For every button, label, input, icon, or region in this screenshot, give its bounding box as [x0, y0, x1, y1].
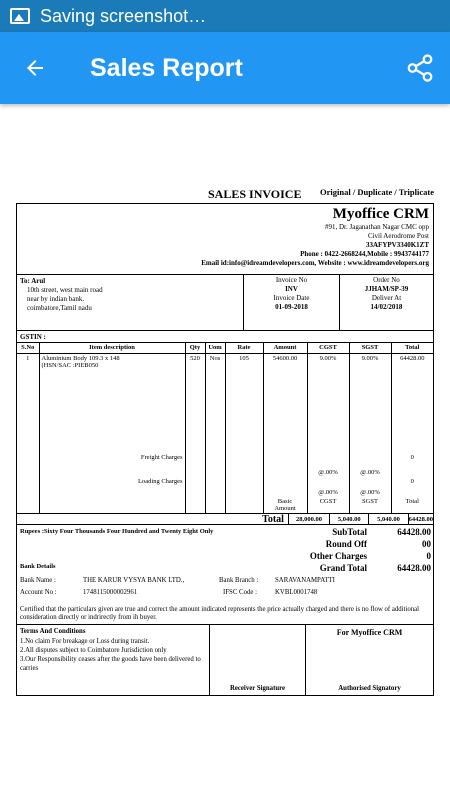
ifsc-code: KVBL0001748: [275, 589, 318, 596]
invoice-title: SALES INVOICE: [208, 187, 302, 201]
term-2: 2.All disputes subject to Coimbatore Jurisdiction only: [20, 647, 167, 654]
order-no: JJHAM/SP-39: [364, 285, 409, 293]
invoice-no: INV: [285, 285, 298, 293]
bank-branch: SARAVANAMPATTI: [275, 577, 335, 584]
status-bar: [0, 0, 450, 32]
item-rate: 105: [225, 353, 263, 453]
item-uom: Nos: [205, 353, 225, 453]
bank-name: THE KARUR VYSYA BANK LTD.,: [83, 577, 185, 584]
item-cgst: 9.00%: [307, 353, 349, 453]
col-amount: Amount: [263, 343, 307, 353]
item-description: [39, 353, 185, 453]
item-qty: 520: [185, 353, 205, 453]
account-no-label: Account No :: [20, 589, 57, 596]
loading-sgst: @.00%: [349, 477, 391, 497]
col-uom: Uom: [205, 343, 225, 353]
item-sgst: 9.00%: [349, 353, 391, 453]
customer-name: To: Arul: [20, 277, 46, 285]
bank-name-label: Bank Name :: [20, 577, 56, 584]
share-icon: [405, 53, 435, 83]
total-sgst: 5,040.00: [368, 514, 407, 524]
total-label: Total: [262, 514, 284, 525]
app-bar: [0, 32, 450, 104]
invoice-info: [243, 275, 339, 330]
freight-row: [17, 453, 433, 477]
page-title: Sales Report: [90, 53, 243, 82]
breakup-basic-amount: [263, 497, 307, 513]
invoice-document: [16, 185, 434, 696]
item-amount: 54600.00: [263, 353, 307, 453]
receiver-signature-block: [209, 625, 305, 695]
freight-sgst: @.00%: [349, 453, 391, 477]
bank-details-heading: Bank Details: [20, 563, 56, 570]
roundoff-value: 00: [422, 539, 431, 549]
items-table: [17, 343, 433, 513]
subtotal-label: SubTotal: [332, 527, 367, 537]
company-address-2: Civil Aerodrome Post: [367, 232, 429, 240]
customer-address-2: near by indian bank.: [27, 295, 85, 303]
items-header-row: [17, 343, 433, 353]
company-gstin: 33AFYPV3340K1ZT: [366, 241, 429, 249]
freight-cgst: @.00%: [307, 453, 349, 477]
terms-heading: Terms And Conditions: [20, 628, 86, 635]
company-address-1: #91, Dr. Jaganathan Nagar CMC opp: [324, 223, 429, 231]
col-rate: Rate: [225, 343, 263, 353]
company-phone: Phone : 0422-2668244,Mobile : 9943744177: [300, 250, 429, 258]
invoice-box: [16, 203, 434, 696]
term-1: 1.No claim For breakage or Loss during transit.: [20, 638, 150, 645]
certification-text: Certified that the particulars given are true and correct the amount indicated represents the price actually charged and there is no flow of additional consideration directly or indrirectly from ih buyer.: [17, 605, 433, 625]
col-sgst: SGST: [349, 343, 391, 353]
item-total: 64428.00: [391, 353, 433, 453]
item-desc-line-2: (HSN/SAC :PIEB050: [41, 361, 99, 369]
subtotal-value: 64428.00: [397, 527, 431, 537]
summary-block: [17, 525, 433, 575]
breakup-sgst: SGST: [349, 497, 391, 513]
image-icon: [10, 8, 30, 24]
bank-details: [17, 575, 433, 605]
col-sno: S.No: [17, 343, 39, 353]
customer-gstin: GSTIN :: [17, 331, 433, 343]
invoice-date: 01-09-2018: [275, 303, 308, 311]
company-email: Email id:info@idreamdevelopers.com, Website : www.idreamdevelopers.org: [201, 259, 429, 267]
for-company: For Myoffice CRM: [336, 628, 403, 637]
amount-in-words: Rupees :Sixty Four Thousands Four Hundred and Twenty Eight Only: [20, 528, 214, 535]
other-charges-value: 0: [426, 551, 431, 561]
terms-block: [17, 625, 209, 695]
col-qty: Qty: [185, 343, 205, 353]
authorised-block: [305, 625, 433, 695]
col-item-description: Item description: [39, 343, 185, 353]
item-sno: 1: [26, 354, 30, 362]
back-arrow-icon: [23, 56, 47, 80]
other-charges-label: Other Charges: [309, 551, 367, 561]
freight-total: 0: [391, 453, 433, 477]
company-header: [17, 205, 433, 275]
total-amount: 28,000.00: [288, 514, 329, 524]
bank-branch-label: Bank Branch :: [219, 577, 259, 584]
loading-label: Loading Charges: [39, 477, 185, 497]
loading-total: 0: [391, 477, 433, 497]
loading-cgst: @.00%: [307, 477, 349, 497]
total-total: 64428.00: [408, 516, 433, 523]
grand-total-label: Grand Total: [319, 563, 367, 573]
share-button[interactable]: [390, 32, 450, 104]
customer-address-3: coimbatore,Tamil nadu: [27, 304, 92, 312]
col-total: Total: [391, 343, 433, 353]
term-3: 3.Our Responsibility ceases after the goods have been delivered to carries: [20, 656, 201, 672]
authorised-signatory: Authorised Signatory: [338, 685, 401, 692]
company-name: Myoffice CRM: [332, 206, 429, 222]
invoice-date-label: Invoice Date: [273, 294, 310, 302]
breakup-amount: Amount: [274, 505, 296, 512]
total-cgst: 5,040.00: [329, 514, 368, 524]
invoice-no-label: Invoice No: [275, 276, 308, 284]
back-button[interactable]: [0, 32, 70, 104]
ifsc-label: IFSC Code :: [223, 589, 257, 596]
invoice-footer: [17, 625, 433, 695]
roundoff-label: Round Off: [325, 539, 367, 549]
item-desc-line-1: Aluminium Body 109.3 x 148: [41, 354, 120, 362]
receiver-signature: Receiver Signature: [229, 685, 286, 692]
breakup-basic: Basic: [277, 498, 293, 505]
customer-row: [17, 275, 433, 331]
grand-total-value: 64428.00: [397, 563, 431, 573]
customer-block: [17, 275, 243, 330]
breakup-cgst: CGST: [307, 497, 349, 513]
order-info: [339, 275, 433, 330]
breakup-total: Total: [391, 497, 433, 513]
breakup-row: [17, 497, 433, 513]
total-row: [17, 513, 433, 525]
order-no-label: Order No: [373, 276, 400, 284]
loading-row: [17, 477, 433, 497]
deliver-date: 14/02/2018: [370, 303, 403, 311]
customer-address-1: 10th street, west main road: [27, 286, 103, 294]
deliver-label: Deliver At: [371, 294, 402, 302]
freight-label: Freight Charges: [39, 453, 185, 477]
status-text: Saving screenshot…: [40, 5, 207, 26]
invoice-copies: Original / Duplicate / Triplicate: [320, 187, 434, 197]
account-no: 1748115000002961: [83, 589, 138, 596]
col-cgst: CGST: [307, 343, 349, 353]
table-row: [17, 353, 433, 453]
